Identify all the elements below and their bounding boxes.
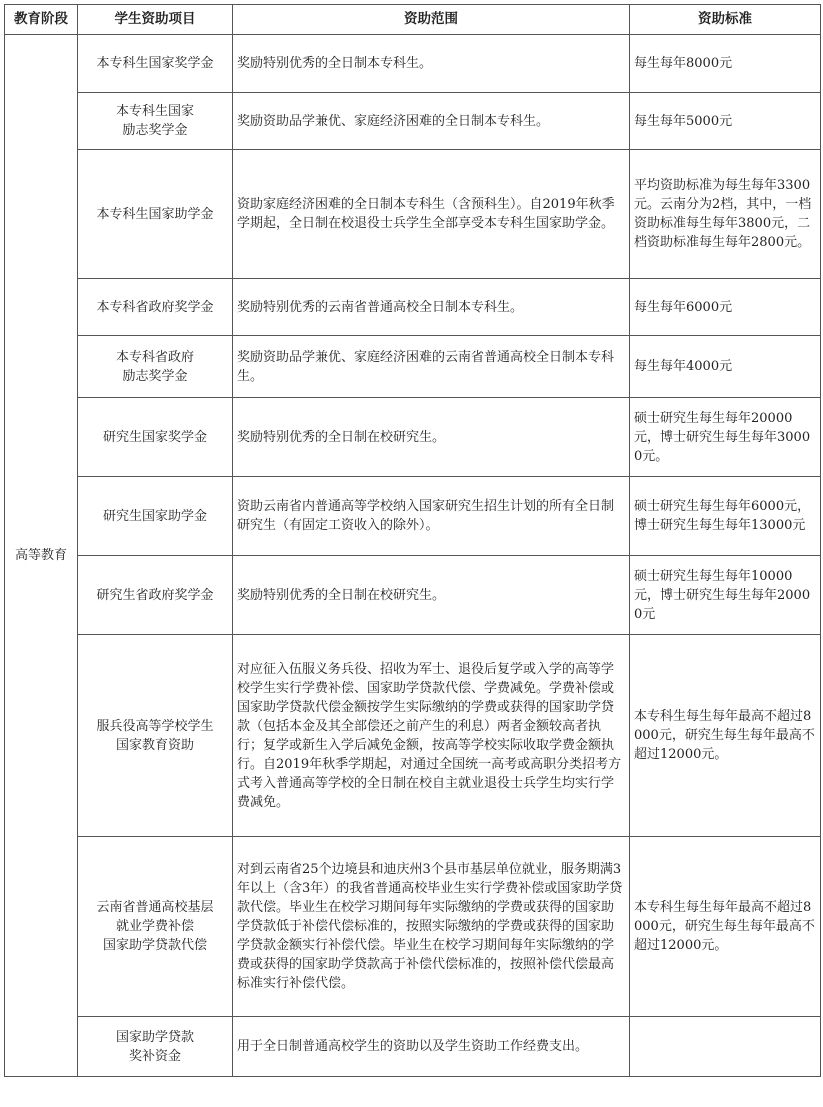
header-aid-standard: 资助标准	[630, 5, 821, 35]
table-row	[5, 150, 821, 279]
aid-scope-cell: 用于全日制普通高校学生的资助以及学生资助工作经费支出。	[233, 1017, 630, 1077]
table-row	[5, 837, 821, 1017]
aid-scope-cell: 奖励特别优秀的全日制在校研究生。	[233, 398, 630, 477]
aid-standard-cell: 硕士研究生每生每年6000元，博士研究生每生每年13000元	[630, 477, 821, 556]
header-aid-scope: 资助范围	[233, 5, 630, 35]
stage-cell: 高等教育	[5, 35, 78, 1077]
aid-scope-cell: 资助云南省内普通高等学校纳入国家研究生招生计划的所有全日制研究生（有固定工资收入的除外）。	[233, 477, 630, 556]
aid-scope-cell: 奖励特别优秀的云南省普通高校全日制本专科生。	[233, 279, 630, 336]
aid-scope-cell: 奖励资助品学兼优、家庭经济困难的全日制本专科生。	[233, 93, 630, 150]
aid-standard-cell: 硕士研究生每生每年20000元，博士研究生每生每年30000元。	[630, 398, 821, 477]
aid-standard-cell: 每生每年4000元	[630, 336, 821, 398]
aid-standard-cell: 每生每年5000元	[630, 93, 821, 150]
aid-scope-cell: 对应征入伍服义务兵役、招收为军士、退役后复学或入学的高等学校学生实行学费补偿、国家助学贷款代偿、学费减免。学费补偿或国家助学贷款代偿金额按学生实际缴纳的学费或获得的国家助学贷款（包括本金及其全部偿还之前产生的利息）两者金额较高者执行；复学或新生入学后减免金额，按高等学校实际收取学费金额执行。自2019年秋季学期起，对通过全国统一高考或高职分类招考方式考入普通高等学校的全日制在校自主就业退役士兵学生均实行学费减免。	[233, 635, 630, 837]
aid-scope-cell: 奖励特别优秀的全日制在校研究生。	[233, 556, 630, 635]
table-row	[5, 635, 821, 837]
table-row	[5, 336, 821, 398]
aid-standard-cell: 每生每年6000元	[630, 279, 821, 336]
table-row	[5, 1017, 821, 1077]
aid-standard-cell: 硕士研究生每生每年10000元，博士研究生每生每年20000元	[630, 556, 821, 635]
table-row	[5, 279, 821, 336]
aid-item-cell: 研究生国家奖学金	[78, 398, 233, 477]
aid-item-cell: 本专科生国家奖学金	[78, 35, 233, 93]
aid-item-cell: 本专科省政府奖学金	[78, 279, 233, 336]
aid-standard-cell: 本专科生每生每年最高不超过8000元，研究生每生每年最高不超过12000元。	[630, 837, 821, 1017]
aid-standard-cell: 平均资助标准为每生每年3300元。云南分为2档，其中，一档资助标准每生每年3800元，二档资助标准每生每年2800元。	[630, 150, 821, 279]
aid-item-cell: 国家助学贷款 奖补资金	[78, 1017, 233, 1077]
aid-item-cell: 本专科省政府 励志奖学金	[78, 336, 233, 398]
aid-scope-cell: 资助家庭经济困难的全日制本专科生（含预科生）。自2019年秋季学期起，全日制在校退役士兵学生全部享受本专科生国家助学金。	[233, 150, 630, 279]
aid-item-cell: 本专科生国家 励志奖学金	[78, 93, 233, 150]
aid-item-cell: 本专科生国家助学金	[78, 150, 233, 279]
student-aid-table	[4, 4, 821, 1077]
header-aid-item: 学生资助项目	[78, 5, 233, 35]
aid-item-cell: 云南省普通高校基层 就业学费补偿 国家助学贷款代偿	[78, 837, 233, 1017]
aid-scope-cell: 奖励特别优秀的全日制本专科生。	[233, 35, 630, 93]
header-stage: 教育阶段	[5, 5, 78, 35]
header-row	[5, 5, 821, 35]
aid-item-cell: 研究生国家助学金	[78, 477, 233, 556]
table-row	[5, 556, 821, 635]
table-row	[5, 93, 821, 150]
aid-item-cell: 研究生省政府奖学金	[78, 556, 233, 635]
table-row	[5, 398, 821, 477]
aid-standard-cell	[630, 1017, 821, 1077]
table-row	[5, 477, 821, 556]
aid-item-cell: 服兵役高等学校学生 国家教育资助	[78, 635, 233, 837]
table-row	[5, 35, 821, 93]
aid-standard-cell: 每生每年8000元	[630, 35, 821, 93]
aid-standard-cell: 本专科生每生每年最高不超过8000元，研究生每生每年最高不超过12000元。	[630, 635, 821, 837]
aid-scope-cell: 对到云南省25个边境县和迪庆州3个县市基层单位就业，服务期满3年以上（含3年）的我省普通高校毕业生实行学费补偿或国家助学贷款代偿。毕业生在校学习期间每年实际缴纳的学费或获得的国家助学贷款低于补偿代偿标准的，按照实际缴纳的学费或获得的国家助学贷款金额实行补偿代偿。毕业生在校学习期间每年实际缴纳的学费或获得的国家助学贷款高于补偿代偿标准的，按照补偿代偿最高标准实行补偿代偿。	[233, 837, 630, 1017]
aid-scope-cell: 奖励资助品学兼优、家庭经济困难的云南省普通高校全日制本专科生。	[233, 336, 630, 398]
